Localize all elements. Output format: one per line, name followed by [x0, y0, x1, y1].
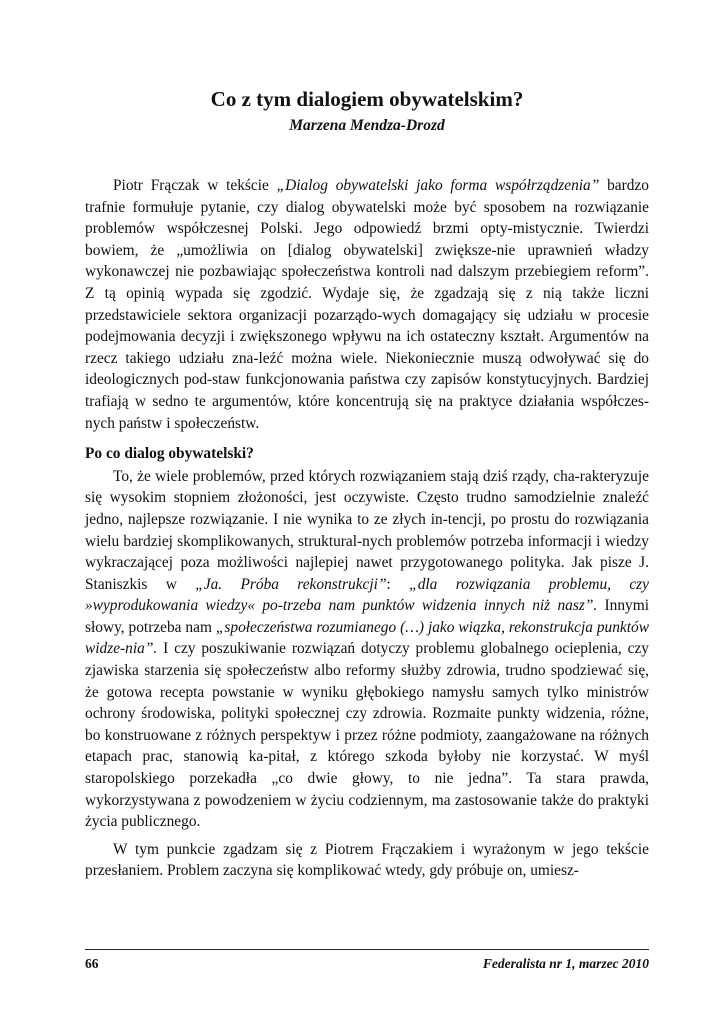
page-number: 66 [85, 956, 99, 971]
paragraph-2 [85, 466, 649, 833]
paragraph-1 [85, 175, 649, 434]
paragraph-1-text-b: bardzo trafnie formułuje pytanie, czy dialog obywatelski może być sposobem na rozwiązanie problemów współczesnej Polski. Jego odpowiedź brzmi opty-mistycznie. Twierdzi bowiem, że „umożliwia on [dialog obywatelski] zwiększe-nie uprawnień władzy wykonawczej nie pozbawiając społeczeństwa kontroli nad dalszym przebiegiem reform”. Z tą opinią wypada się zgodzić. Wydaje się, że zgadzają się z nią także liczni przedstawiciele sektora organizacji pozarządo-wych domagający się udziału w procesie podejmowania decyzji i zwiększonego wpływu na ich ostateczny kształt. Argumentów na rzecz takiego udziału zna-leźć można wiele. Niekoniecznie muszą odwoływać się do ideologicznych pod-staw funkcjonowania państwa czy zapisów konstytucyjnych. Bardziej trafiają w sedno te argumentów, które koncentrują się na praktyce działania współczes-nych państw i społeczeństw. [85, 177, 649, 432]
article-title: Co z tym dialogiem obywatelskim? [210, 87, 524, 111]
paragraph-2-quote-1: „dla rozwiązania problemu, czy »wyprodukowania wiedzy« po-trzeba nam punktów widzenia innych niż nasz”. [85, 575, 649, 615]
page-footer [85, 955, 649, 975]
paragraph-1-text-a: Piotr Frączak w tekście [113, 177, 277, 194]
paragraph-1-quote-title: „Dialog obywatelski jako forma współrządzenia” [276, 177, 600, 194]
article-body [85, 175, 649, 882]
section-heading: Po co dialog obywatelski? [85, 445, 254, 463]
document-page [85, 0, 649, 1024]
article-author: Marzena Mendza-Drozd [289, 117, 445, 134]
paragraph-2-quote-2: „społeczeństwa rozumianego (…) jako wiązka, rekonstrukcja punktów widze-nia”. [85, 618, 649, 658]
paragraph-3: W tym punkcie zgadzam się z Piotrem Frączakiem i wyrażonym w jego tekście przesłaniem. Problem zaczyna się komplikować wtedy, gdy próbuje on, umiesz- [85, 840, 649, 880]
journal-citation: Federalista nr 1, marzec 2010 [482, 956, 649, 971]
paragraph-2-book-title: „Ja. Próba rekonstrukcji” [195, 575, 387, 593]
paragraph-2-text-c: Innymi słowy, potrzeba nam [85, 597, 649, 636]
paragraph-2-text-d: I czy poszukiwanie rozwiązań dotyczy problemu globalnego ocieplenia, czy zjawiska starzenia się społeczeństw albo reformy służby zdrowia, trudno spodziewać się, że gotowa recepta powstanie w wyniku głębokiego namysłu samych tylko ministrów ochrony środowiska, polityki społecznej czy zdrowia. Rozmaite punkty widzenia, różne, bo konstruowane z różnych perspektyw i przez różne podmioty, zaangażowane na różnych etapach prac, stanowią ka-pitał, z którego szkoda byłoby nie korzystać. W myśl staropolskiego porzekadła „co dwie głowy, to nie jedna”. Ta stara prawda, wykorzystywana z powodzeniem w życiu codziennym, ma zastosowanie także do praktyki życia publicznego. [85, 640, 649, 831]
paragraph-2-text-b: : [386, 575, 410, 593]
paragraph-2-text-a: To, że wiele problemów, przed których rozwiązaniem stają dziś rządy, cha-rakteryzuje się wysokim stopniem złożoności, jest oczywiste. Często trudno samodzielnie znaleźć jedno, najlepsze rozwiązanie. I nie wynika to ze złych in-tencji, po prostu do rozwiązania wielu bardziej skomplikowanych, struktural-nych problemów potrzeba informacji i wiedzy wykraczającej poza możliwości najlepiej nawet przygotowanego polityka. Jak pisze J. Staniszkis w [85, 467, 649, 593]
footer-divider [85, 949, 649, 950]
